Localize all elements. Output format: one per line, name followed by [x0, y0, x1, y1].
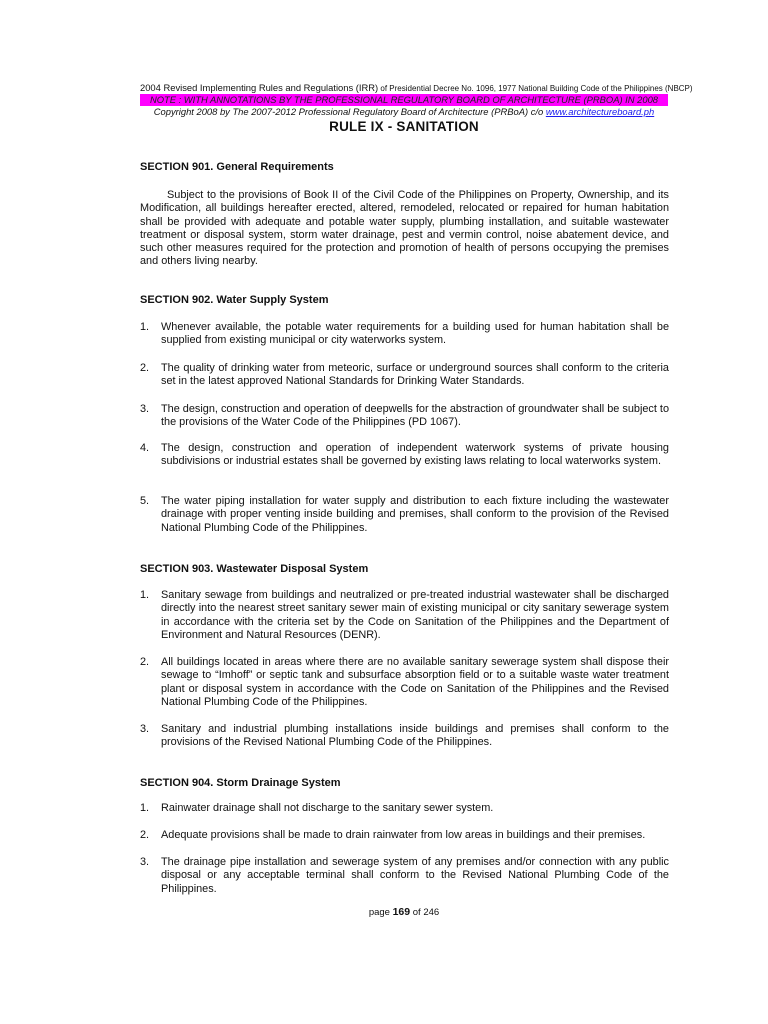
item-text: Whenever available, the potable water requirements for a building used for human habitation shall be supplied from existing municipal or city waterworks system. [161, 321, 669, 347]
item-text: Sanitary and industrial plumbing installations inside buildings and premises shall conform to the provisions of the Revised National Plumbing Code of the Philippines. [161, 723, 669, 749]
item-number: 2. [140, 362, 150, 374]
item-text: Adequate provisions shall be made to drain rainwater from low areas in buildings and their premises. [161, 829, 646, 841]
list-item [140, 829, 669, 842]
list-item [140, 321, 669, 348]
section-901-heading: SECTION 901. General Requirements [140, 161, 334, 173]
item-number: 3. [140, 723, 150, 735]
list-item [140, 589, 669, 642]
item-number: 2. [140, 829, 150, 841]
item-text: All buildings located in areas where there are no available sanitary sewerage system shall dispose their sewage to “Imhoff” or septic tank and subsurface absorption field or to a suitable waste water treatment plant or disposal system in accordance with the Code on Sanitation of the Philippines and the Revised National Plumbing Code of the Philippines. [161, 656, 669, 708]
page-number: 169 [392, 906, 411, 918]
item-text: Rainwater drainage shall not discharge to the sanitary sewer system. [161, 802, 494, 814]
section-901-paragraph: Subject to the provisions of Book II of the Civil Code of the Philippines on Property, Ownership, and its Modification, all buildings hereafter erected, altered, remodeled, relocated or repaired for human habitation shall be provided with adequate and potable water supply, plumbing installation, and suitable wastewater treatment or disposal system, storm water drainage, pest and vermin control, noise abatement device, and such other measures required for the protection and promotion of health of persons occupying the premises and others living nearby. [140, 189, 669, 268]
list-item [140, 442, 669, 469]
header-nbcp-title: of Presidential Decree No. 1096, 1977 National Building Code of the Philippines (NBCP) [378, 84, 693, 93]
item-number: 5. [140, 495, 150, 507]
list-item [140, 495, 669, 535]
section-903-heading: SECTION 903. Wastewater Disposal System [140, 563, 369, 575]
page-label: page [368, 907, 393, 918]
item-text: The drainage pipe installation and sewerage system of any premises and/or connection with any public disposal or any acceptable terminal shall conform to the Revised National Plumbing Code of the Philippines. [161, 856, 669, 895]
list-item [140, 723, 669, 750]
item-number: 3. [140, 403, 150, 415]
list-item [140, 656, 669, 709]
item-number: 2. [140, 656, 150, 668]
item-text: The quality of drinking water from meteoric, surface or underground sources shall conform to the criteria set in the latest approved National Standards for Drinking Water Standards. [161, 362, 669, 388]
page-footer [140, 906, 668, 918]
list-item [140, 802, 669, 815]
section-902-heading: SECTION 902. Water Supply System [140, 294, 329, 306]
item-text: The design, construction and operation of independent waterwork systems of private housing subdivisions or industrial estates shall be governed by existing laws relating to local waterworks system. [161, 442, 669, 468]
page-of-label: of [410, 907, 424, 918]
header-note-highlight: NOTE : WITH ANNOTATIONS BY THE PROFESSIONAL REGULATORY BOARD OF ARCHITECTURE (PRBOA) IN 2008 [140, 94, 668, 106]
item-number: 1. [140, 802, 150, 814]
item-text: The design, construction and operation of deepwells for the abstraction of groundwater shall be subject to the provisions of the Water Code of the Philippines (PD 1067). [161, 403, 669, 429]
architectureboard-link[interactable]: www.architectureboard.ph [545, 106, 655, 117]
item-number: 1. [140, 589, 150, 601]
header-copyright [140, 106, 668, 118]
rule-title: RULE IX - SANITATION [329, 119, 479, 134]
item-number: 3. [140, 856, 150, 868]
list-item [140, 362, 669, 389]
item-number: 4. [140, 442, 150, 454]
section-904-heading: SECTION 904. Storm Drainage System [140, 777, 341, 789]
item-number: 1. [140, 321, 150, 333]
list-item [140, 403, 669, 430]
item-text: Sanitary sewage from buildings and neutralized or pre-treated industrial wastewater shall be discharged directly into the nearest street sanitary sewer main of existing municipal or city sanitary sewerage system in accordance with the criteria set by the Code on Sanitation of the Philippines and the Department of Environment and Natural Resources (DENR). [161, 589, 669, 641]
copyright-text: Copyright 2008 by The 2007-2012 Professional Regulatory Board of Architecture (PRBoA) c/o [153, 106, 546, 117]
item-text: The water piping installation for water supply and distribution to each fixture including the wastewater drainage with proper venting inside building and premises, shall conform to the provision of the Revised National Plumbing Code of the Philippines. [161, 495, 669, 534]
header-irr-title: 2004 Revised Implementing Rules and Regulations (IRR) [140, 82, 379, 93]
list-item [140, 856, 669, 896]
page-total: 246 [423, 907, 440, 918]
